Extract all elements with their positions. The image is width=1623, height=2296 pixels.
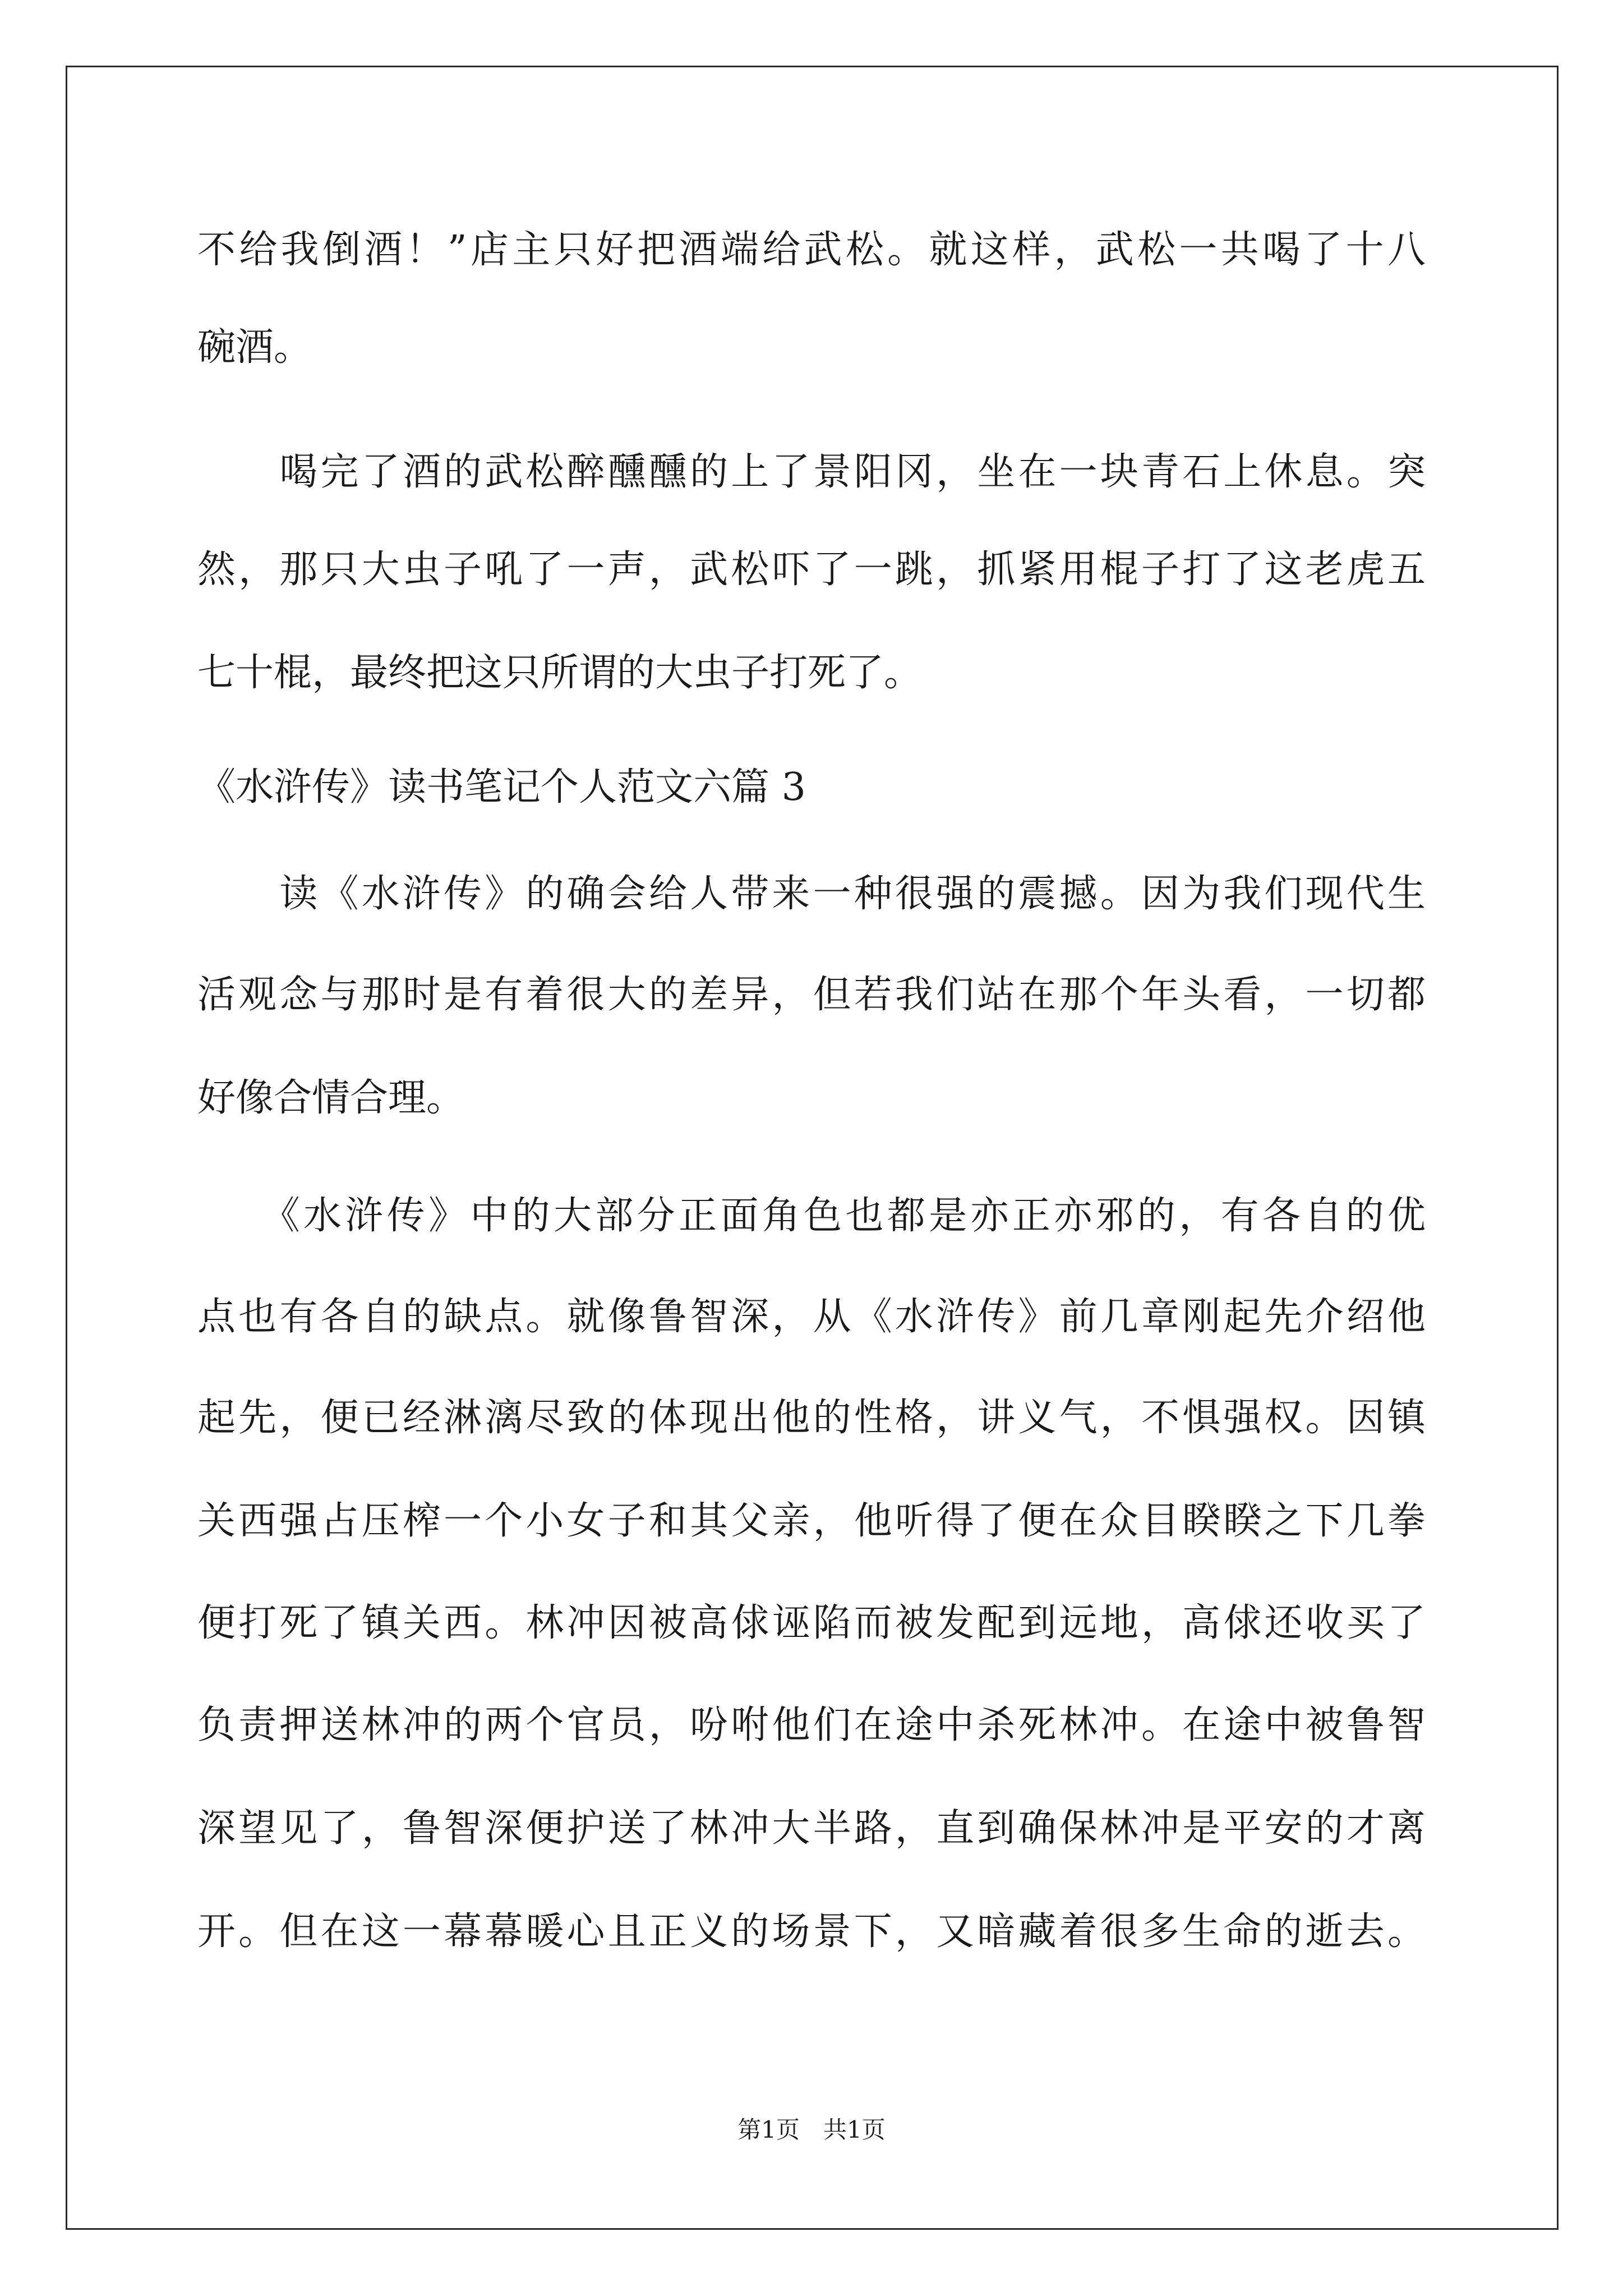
page-border	[66, 66, 1559, 2230]
text-line: 活观念与那时是有着很大的差异，但若我们站在那个年头看，一切都	[197, 973, 1426, 1017]
section-heading: 《水浒传》读书笔记个人范文六篇 3	[197, 765, 806, 809]
text-line: 便打死了镇关西。林冲因被高俅诬陷而被发配到远地，高俅还收买了	[197, 1601, 1426, 1645]
text-line: 读《水浒传》的确会给人带来一种很强的震撼。因为我们现代生	[197, 872, 1426, 916]
text-line: 然，那只大虫子吼了一声，武松吓了一跳，抓紧用棍子打了这老虎五	[197, 547, 1426, 592]
text-line: 碗酒。	[197, 325, 312, 370]
text-line: 好像合情合理。	[197, 1076, 465, 1120]
text-line: 《水浒传》中的大部分正面角色也都是亦正亦邪的，有各自的优	[197, 1194, 1426, 1238]
text-line: 负责押送林冲的两个官员，吩咐他们在途中杀死林冲。在途中被鲁智	[197, 1703, 1426, 1747]
page-footer: 第1页 共1页	[737, 2116, 886, 2143]
text-line: 七十棍，最终把这只所谓的大虫子打死了。	[197, 651, 923, 695]
text-line: 深望见了，鲁智深便护送了林冲大半路，直到确保林冲是平安的才离	[197, 1806, 1426, 1851]
text-line: 点也有各自的缺点。就像鲁智深，从《水浒传》前几章刚起先介绍他	[197, 1295, 1426, 1339]
text-line: 不给我倒酒！”店主只好把酒端给武松。就这样，武松一共喝了十八	[197, 228, 1426, 272]
text-line: 起先，便已经淋漓尽致的体现出他的性格，讲义气，不惧强权。因镇	[197, 1396, 1426, 1440]
text-line: 开。但在这一幕幕暖心且正义的场景下，又暗藏着很多生命的逝去。	[197, 1910, 1426, 1954]
text-line: 喝完了酒的武松醉醺醺的上了景阳冈，坐在一块青石上休息。突	[197, 450, 1426, 494]
text-line: 关西强占压榨一个小女子和其父亲，他听得了便在众目睽睽之下几拳	[197, 1499, 1426, 1543]
